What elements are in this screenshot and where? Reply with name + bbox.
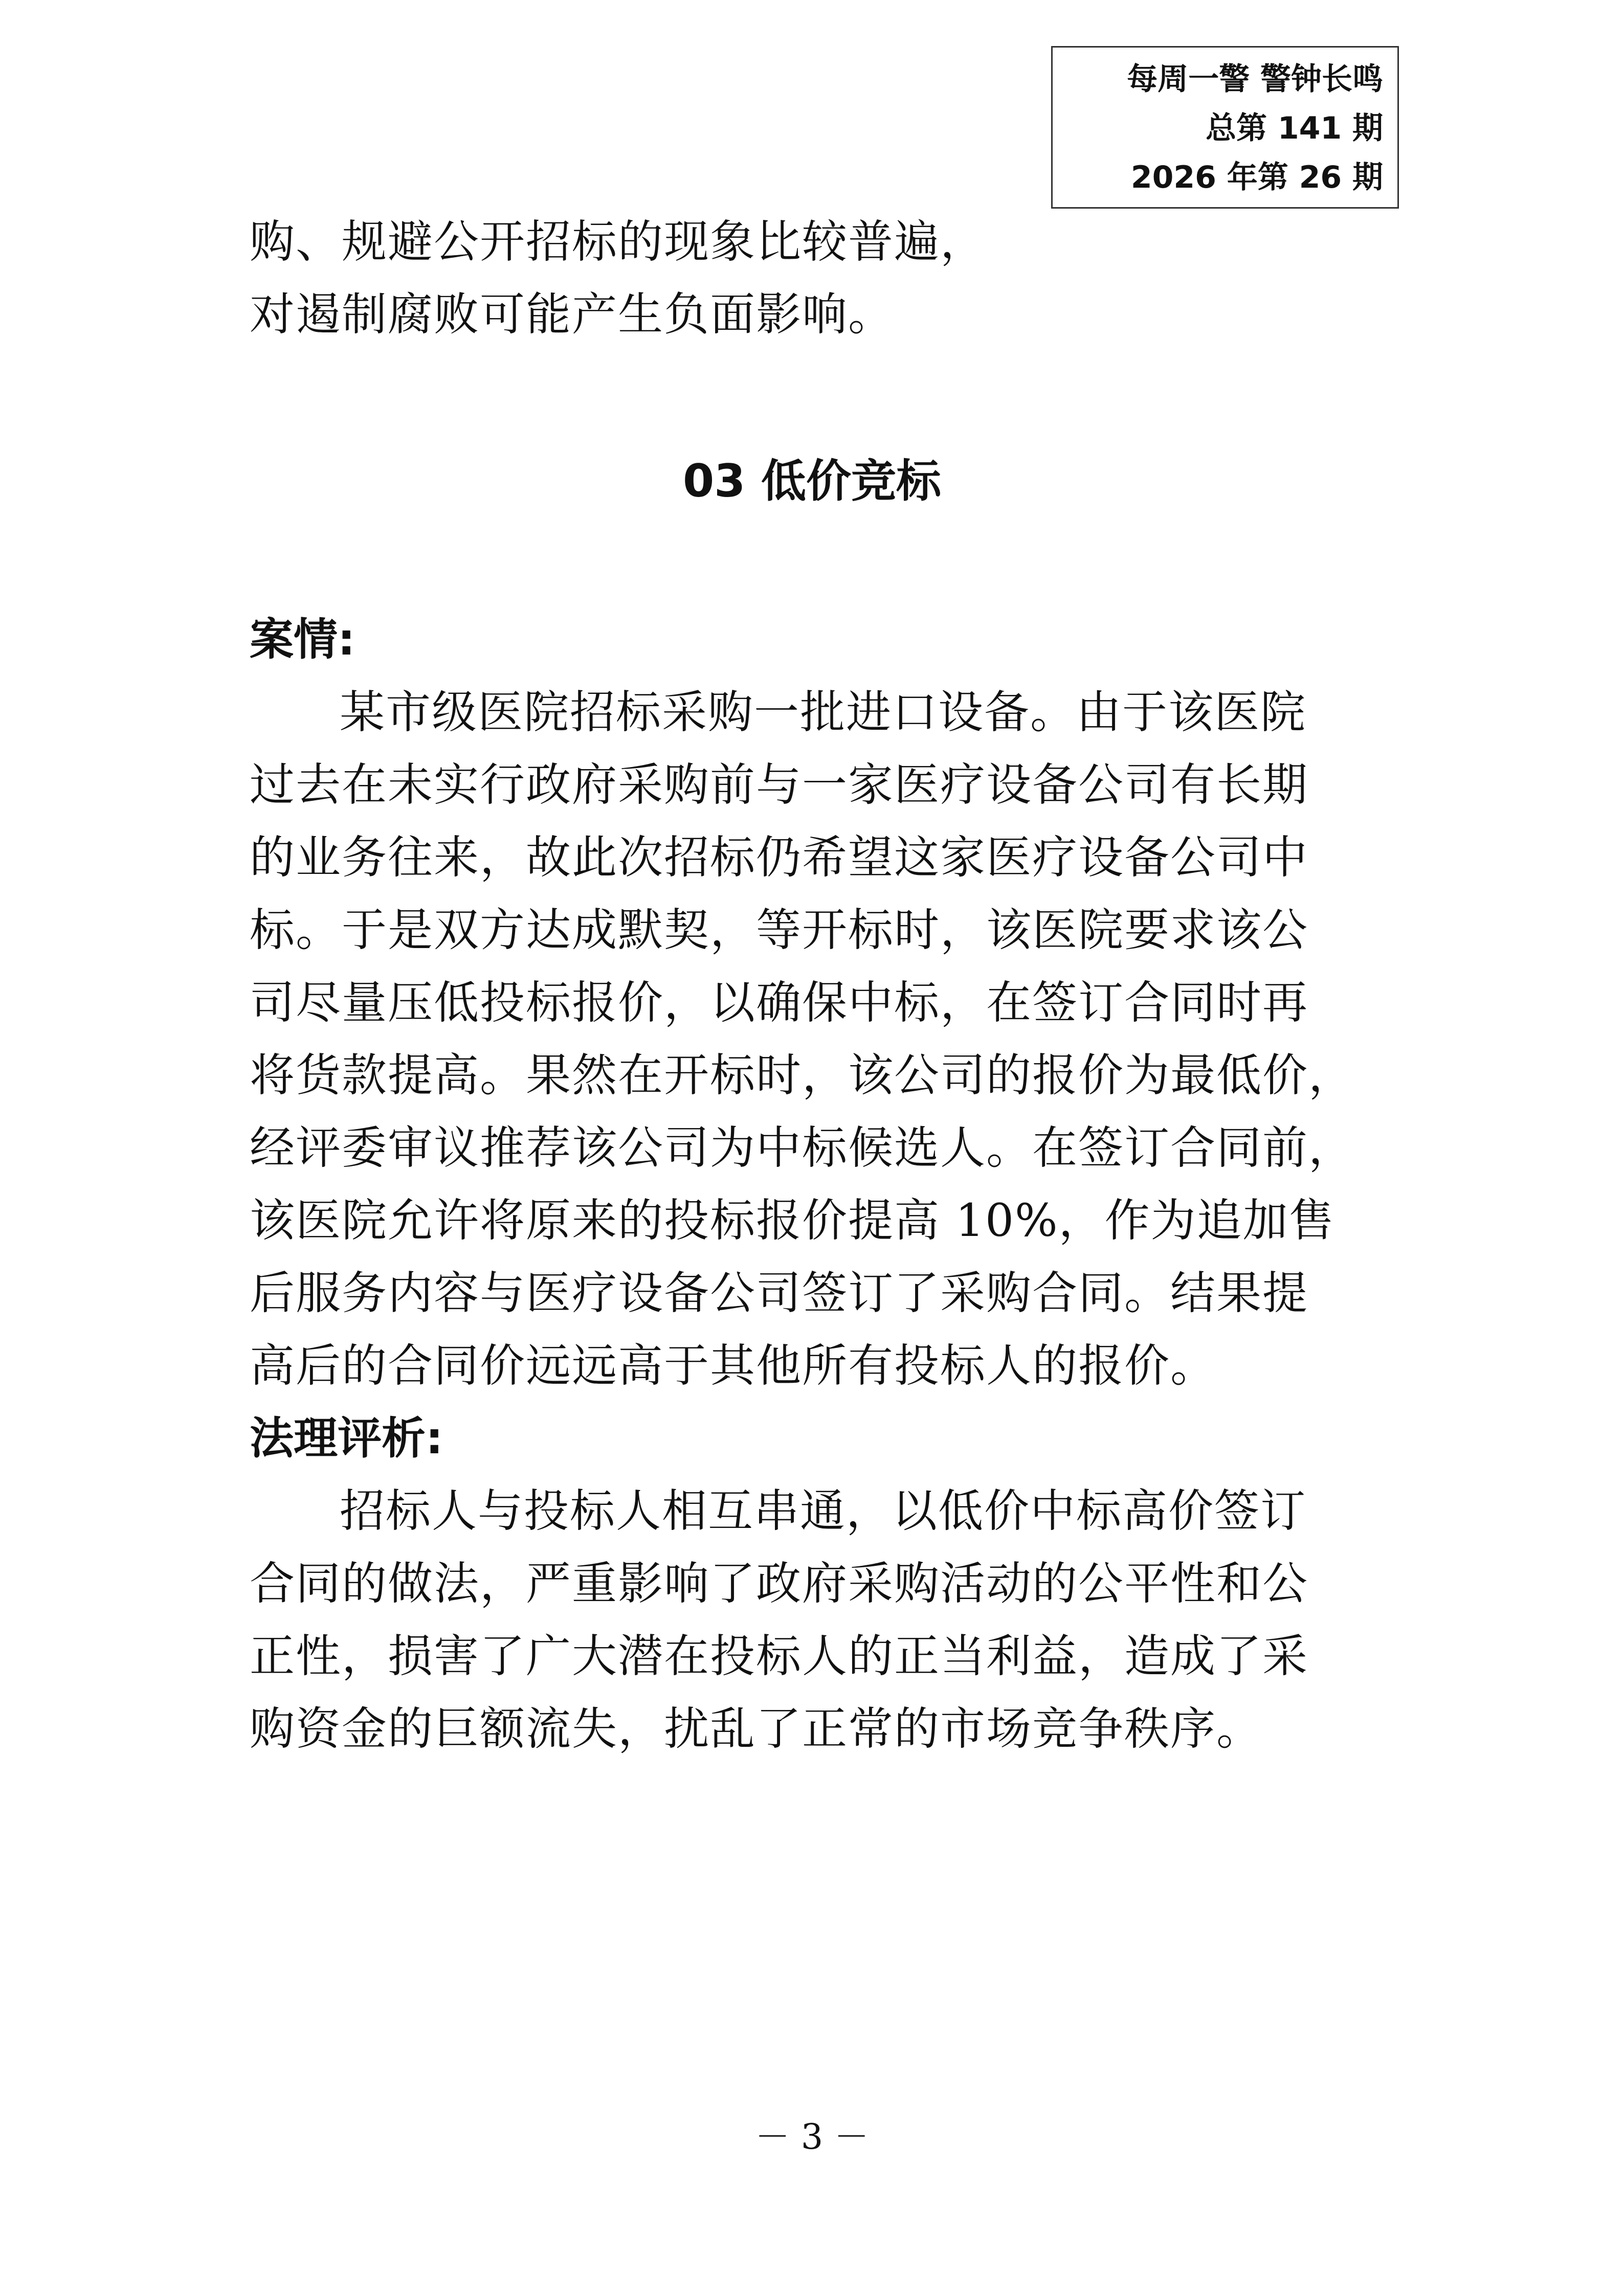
year-issue-number: 2026 年第 26 期 bbox=[1130, 160, 1383, 195]
publication-slogan: 每周一警 警钟长鸣 bbox=[1127, 61, 1383, 97]
case-paragraph-line: 司尽量压低投标报价，以确保中标，在签订合同时再 bbox=[250, 976, 1309, 1029]
intro-line: 购、规避公开招标的现象比较普遍， bbox=[250, 215, 987, 268]
case-paragraph-line: 某市级医院招标采购一批进口设备。由于该医院 bbox=[340, 686, 1307, 738]
analysis-paragraph-line: 购资金的巨额流失，扰乱了正常的市场竞争秩序。 bbox=[250, 1702, 1263, 1755]
case-section bbox=[250, 603, 1385, 1765]
section-title: 03 低价竞标 bbox=[682, 455, 942, 507]
case-paragraph-line: 经评委审议推荐该公司为中标候选人。在签订合同前， bbox=[250, 1121, 1355, 1174]
intro-line: 对遏制腐败可能产生负面影响。 bbox=[250, 288, 895, 341]
case-paragraph-line: 高后的合同价远远高于其他所有投标人的报价。 bbox=[250, 1339, 1217, 1392]
analysis-label: 法理评析: bbox=[250, 1413, 443, 1464]
analysis-paragraph-line: 合同的做法，严重影响了政府采购活动的公平性和公 bbox=[250, 1557, 1309, 1610]
issue-info-box bbox=[1051, 46, 1399, 209]
case-paragraph-line: 将货款提高。果然在开标时，该公司的报价为最低价， bbox=[250, 1049, 1355, 1101]
case-paragraph-line: 的业务往来，故此次招标仍希望这家医疗设备公司中 bbox=[250, 831, 1309, 884]
page-number: － 3 － bbox=[755, 2117, 869, 2157]
intro-text bbox=[250, 206, 1385, 351]
case-paragraph-line: 过去在未实行政府采购前与一家医疗设备公司有长期 bbox=[250, 758, 1309, 811]
total-issue-number: 总第 141 期 bbox=[1205, 110, 1383, 146]
analysis-paragraph-line: 正性，损害了广大潜在投标人的正当利益，造成了采 bbox=[250, 1630, 1309, 1682]
case-paragraph-line: 后服务内容与医疗设备公司签订了采购合同。结果提 bbox=[250, 1267, 1309, 1319]
case-paragraph-line: 该医院允许将原来的投标报价提高 10%，作为追加售 bbox=[250, 1194, 1335, 1247]
case-paragraph-line: 标。于是双方达成默契，等开标时，该医院要求该公 bbox=[250, 904, 1309, 956]
analysis-paragraph-line: 招标人与投标人相互串通，以低价中标高价签订 bbox=[340, 1484, 1307, 1537]
case-label: 案情: bbox=[250, 614, 355, 665]
